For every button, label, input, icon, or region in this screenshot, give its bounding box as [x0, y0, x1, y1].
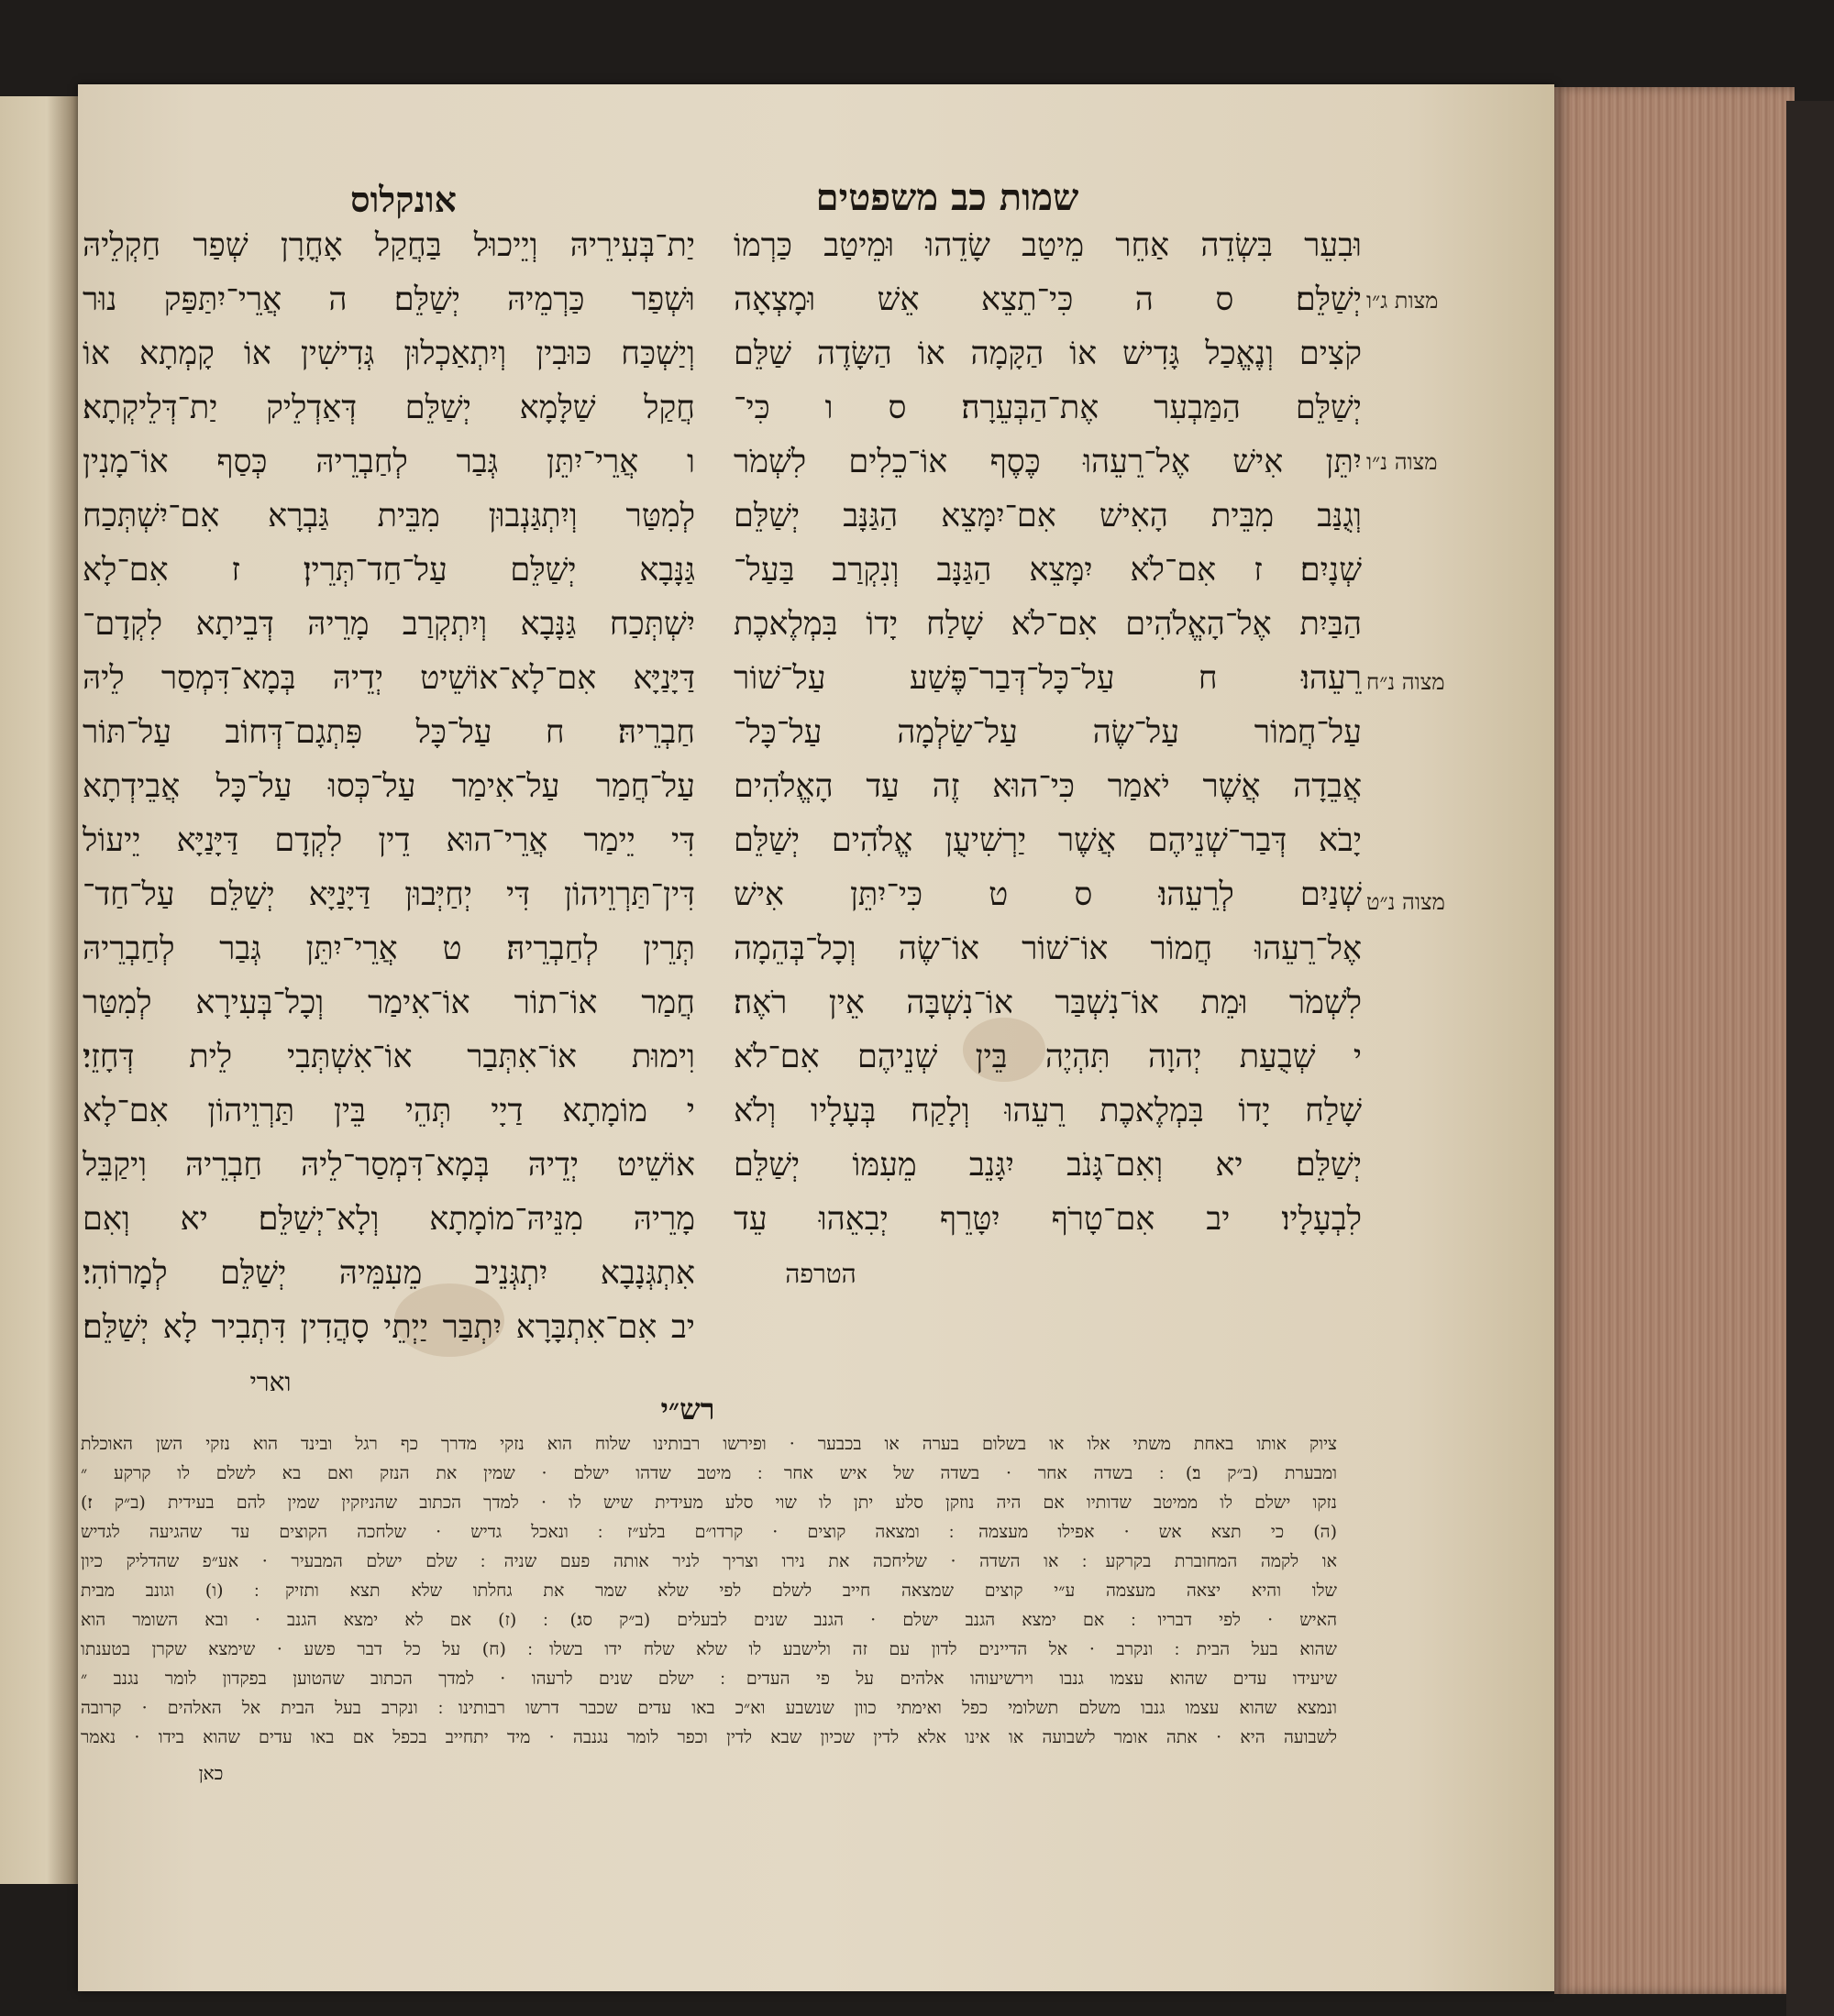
- running-head-main: שמות כב משפטים: [815, 176, 1079, 219]
- rashi-line: שהוא בעל הבית ׃ ונקרב · אל הדיינים לדון עם זה ולישבע לו שלא שלח ידו בשלו ׃ (ח) על כל דבר פשע · שימצא שקרן בטענתו: [81, 1639, 1337, 1659]
- text-line: תְּרֵין לְחַבְרֵיהּ׃ ט אֲרֵי־יִתֵּן גְּבַר לְחַבְרֵיהּ: [83, 931, 695, 967]
- rashi-line: ונמצא שהוא עצמו גנבו משלם תשלומי כפל ואימתי כוון שנשבע וא״כ באו עדים שכבר דרשו רבותינו ׃ ונקרב בעל הבית אל האלהים · קרובה: [81, 1698, 1337, 1718]
- rashi-line: (ה) כי תצא אש · אפילו מעצמה ׃ ומצאה קוצים · קרדו״ם בלע״ז ׃ ונאכל גדיש · שלחכה הקוצים עד שהגיעה לגדיש: [81, 1522, 1337, 1542]
- text-line: וְיַשְׁכַּח כּוּבִין וְיִתְאַכְלוּן גְּדִישִׁין אוֹ קָמְתָא אוֹ: [83, 336, 695, 372]
- text-line: עַל־חֲמַר עַל־אִימַר עַל־כְּסוּ עַל־כָּל אֲבֵידְתָא: [83, 768, 695, 805]
- rashi-line: שלו והיא יצאה מעצמה ע״י קוצים שמצאה חייב לשלם לפי שלא שמר את גחלתו שלא תצא ותזיק ׃ (ו) וגונב מבית: [81, 1581, 1337, 1601]
- text-line: שְׁנָיִם׃ ז אִם־לֹא יִמָּצֵא הַגַּנָּב וְנִקְרַב בַּעַל־: [734, 552, 1362, 589]
- background-edge: [1786, 101, 1834, 2016]
- previous-page-edge: [0, 96, 78, 1884]
- margin-note: מצוה נ״ט: [1366, 889, 1445, 915]
- text-line: לִשְׁמֹר וּמֵת אוֹ־נִשְׁבַּר אוֹ־נִשְׁבָּה אֵין רֹאֶה׃: [734, 985, 1362, 1021]
- text-line: יְשַׁלֵּם׃ ס ה כִּי־תֵצֵא אֵשׁ וּמָצְאָה: [734, 281, 1362, 318]
- text-line: י מוֹמָתָא דַיָי תְּהֵי בֵּין תַּרְוֵיהוֹן אִם־לָא: [83, 1093, 695, 1129]
- running-head-onkelos: אונקלוס: [350, 179, 457, 220]
- rashi-line: האיש · לפי דבריו ׃ אם ימצא הגנב ישלם · הגנב שנים לבעלים (ב״ק סג׃) ׃ (ז) אם לא ימצא הגנב · ובא השומר הוא: [81, 1610, 1337, 1630]
- text-line: וּבִעֵר בִּשְׂדֵה אַחֵר מֵיטַב שָׂדֵהוּ וּמֵיטַב כַּרְמוֹ: [734, 227, 1362, 264]
- catchword-onkelos: וארי: [249, 1367, 292, 1397]
- rashi-line: או לקמה המחוברת בקרקע ׃ או השדה · שליחכה את נירו וצריך לניר אותה פעם שניה ׃ שלם ישלם המבעיר · אע״פ שהדליק כיון: [81, 1551, 1337, 1571]
- rashi-line: נזקו ישלם לו ממיטב שדותיו אם היה נוזקן סלע יתן לו שוי סלע מעידית שיש לו · למדך הכתוב שהניזקין שמין להם בעידית (ב״ק ז׃): [81, 1493, 1337, 1513]
- rashi-heading: רש״י: [660, 1392, 715, 1427]
- rashi-line: לשבועה היא · אתה אומר לשבועה או אינו אלא לדין שכיון שבא לדין וכפר לומר נגנבה · מיד יתחייב בכפל אם באו עדים שהוא בידו · נאמר: [81, 1727, 1337, 1747]
- text-line: אוֹשֵׁיט יְדֵיהּ בְּמָא־דִּמְסַר־לֵיהּ חַבְרֵיהּ וִיקַבֵּל: [83, 1147, 695, 1184]
- text-line: יִשְׁתְּכַח גַּנָּבָא וְיִתְקְרַב מָרֵיהּ דְּבֵיתָא לִקְדָם־: [83, 606, 695, 643]
- text-line: גַּנָּבָא יְשַׁלֵּם עַל־חַד־תְּרֵין׃ ז אִם־לָא: [83, 552, 695, 589]
- text-line: רֵעֵהוּ׃ ח עַל־כָּל־דְּבַר־פֶּשַׁע עַל־שׁוֹר: [734, 660, 1362, 697]
- text-line: דִּי יֵימַר אֲרֵי־הוּא דֵין לִקְדָם דַּיָּנַיָּא יֵיעוֹל: [83, 822, 695, 859]
- rashi-line: ומבערת (ב״ק ב׃) ׃ בשדה אחר · בשדה של איש אחר ׃ מיטב שדהו ישלם · שמין את הנזק ואם בא לשלם לו קרקע ״: [81, 1463, 1337, 1483]
- text-line: אֲבֵדָה אֲשֶׁר יֹאמַר כִּי־הוּא זֶה עַד הָאֱלֹהִים: [734, 768, 1362, 805]
- text-line: יַת־בְּעִירֵיהּ וְיֵיכוּל בַּחֲקַל אָחֳרָן שְׁפַר חַקְלֵיהּ: [83, 227, 695, 264]
- text-line: שְׁנַיִם לְרֵעֵהוּ׃ ס ט כִּי־יִתֵּן אִישׁ: [734, 876, 1362, 913]
- text-line: דַּיָּנַיָּא אִם־לָא־אוֹשֵׁיט יְדֵיהּ בְּמָא־דִּמְסַר לֵיהּ: [83, 660, 695, 697]
- text-line: אִתְגְּנָבָא יִתְגְּנֵיב מֵעִמֵּיהּ יְשַׁלֵּם לְמָרוֹהִי׃: [83, 1255, 695, 1292]
- text-line: חֲמַר אוֹ־תוֹר אוֹ־אִימַר וְכָל־בְּעִירָא לְמִטַּר: [83, 985, 695, 1021]
- text-line: יְשַׁלֵּם׃ יא וְאִם־גָּנֹב יִגָּנֵב מֵעִמּוֹ יְשַׁלֵּם: [734, 1147, 1362, 1184]
- text-line: קֹצִים וְנֶאֱכַל גָּדִישׁ אוֹ הַקָּמָה אוֹ הַשָּׂדֶה שַׁלֵּם: [734, 336, 1362, 372]
- rashi-line: ציוק אותו באחת משתי אלו או בשלום בערה או בכבער · ופירשו רבותינו שלוח הוא נזקי מדרך כף רגל ובינד הוא נזקי השן האוכלת: [81, 1434, 1337, 1454]
- rashi-line: שיעידו עדים שהוא עצמו גנבו וירשיעוהו אלהים על פי העדים ׃ ישלם שנים לרעהו · למדך הכתוב שהטוען בפקדון לומר נגנב ״: [81, 1669, 1337, 1689]
- text-line: ו אֲרֵי־יִתֵּן גְּבַר לְחַבְרֵיהּ כְּסַף אוֹ־מָנִין: [83, 444, 695, 480]
- text-line: אֶל־רֵעֵהוּ חֲמוֹר אוֹ־שׁוֹר אוֹ־שֶׂה וְכָל־בְּהֵמָה: [734, 931, 1362, 967]
- book-fore-edge: [1554, 87, 1795, 1994]
- text-line: וּשְׁפַר כַּרְמֵיהּ יְשַׁלֵּם׃ ה אֲרֵי־יִתַּפַּק נוּר: [83, 281, 695, 318]
- text-line: יְשַׁלֵּם הַמַּבְעִר אֶת־הַבְּעֵרָה׃ ס ו כִּי־: [734, 390, 1362, 426]
- text-line: יב אִם־אִתְבָּרָא יִתְבַּר יַיְתֵי סָהֲדִין דִּתְבִיר לָא יְשַׁלֵּם׃: [83, 1309, 695, 1346]
- text-line: הַבַּיִת אֶל־הָאֱלֹהִים אִם־לֹא שָׁלַח יָדוֹ בִּמְלֶאכֶת: [734, 606, 1362, 643]
- margin-note: מצוה נ״ו: [1366, 449, 1438, 475]
- text-line: לִבְעָלָיו׃ יב אִם־טָרֹף יִטָּרֵף יְבִאֵהוּ עֵד: [734, 1201, 1362, 1238]
- text-line: עַל־חֲמוֹר עַל־שֶׂה עַל־שַׂלְמָה עַל־כָּל־: [734, 714, 1362, 751]
- text-line: מָרֵיהּ מִנֵּיהּ־מוֹמָתָא וְלָא־יְשַׁלֵּם׃ יא וְאִם: [83, 1201, 695, 1238]
- catchword-main: הטרפה: [785, 1259, 856, 1289]
- margin-note: מצוה נ״ח: [1366, 669, 1445, 695]
- text-line: חַבְרֵיהּ׃ ח עַל־כָּל פִּתְגָם־דְּחוֹב עַל־תּוֹר: [83, 714, 695, 751]
- text-line: שָׁלַח יָדוֹ בִּמְלֶאכֶת רֵעֵהוּ וְלָקַח בְּעָלָיו וְלֹא: [734, 1093, 1362, 1129]
- text-line: י שְׁבֻעַת יְהוָה תִּהְיֶה בֵּין שְׁנֵיהֶם אִם־לֹא: [734, 1039, 1362, 1075]
- text-line: יִתֵּן אִישׁ אֶל־רֵעֵהוּ כֶּסֶף אוֹ־כֵלִים לִשְׁמֹר: [734, 444, 1362, 480]
- text-line: וִימוּת אוֹ־אִתְּבַר אוֹ־אִשְׁתְּבִי לֵית דְּחָזֵי׃: [83, 1039, 695, 1075]
- text-line: לְמִטַּר וְיִתְגַּנְבוּן מִבֵּית גַּבְרָא אִם־יִשְׁתְּכַח: [83, 498, 695, 534]
- text-line: וְגֻנַּב מִבֵּית הָאִישׁ אִם־יִמָּצֵא הַגַּנָּב יְשַׁלֵּם: [734, 498, 1362, 534]
- catchword-rashi: כאן: [198, 1762, 224, 1784]
- text-line: חֲקַל שַׁלָּמָא יְשַׁלֵּם דְּאַדְלֵיק יַת־דְּלֵיקְתָא׃: [83, 390, 695, 426]
- text-line: דִּין־תַּרְוֵיהוֹן דִּי יְחַיְּבוּן דַּיָּנַיָּא יְשַׁלֵּם עַל־חַד־: [83, 876, 695, 913]
- text-line: יָבֹא דְּבַר־שְׁנֵיהֶם אֲשֶׁר יַרְשִׁיעֻן אֱלֹהִים יְשַׁלֵּם: [734, 822, 1362, 859]
- margin-note: מצות ג״ו: [1366, 288, 1439, 314]
